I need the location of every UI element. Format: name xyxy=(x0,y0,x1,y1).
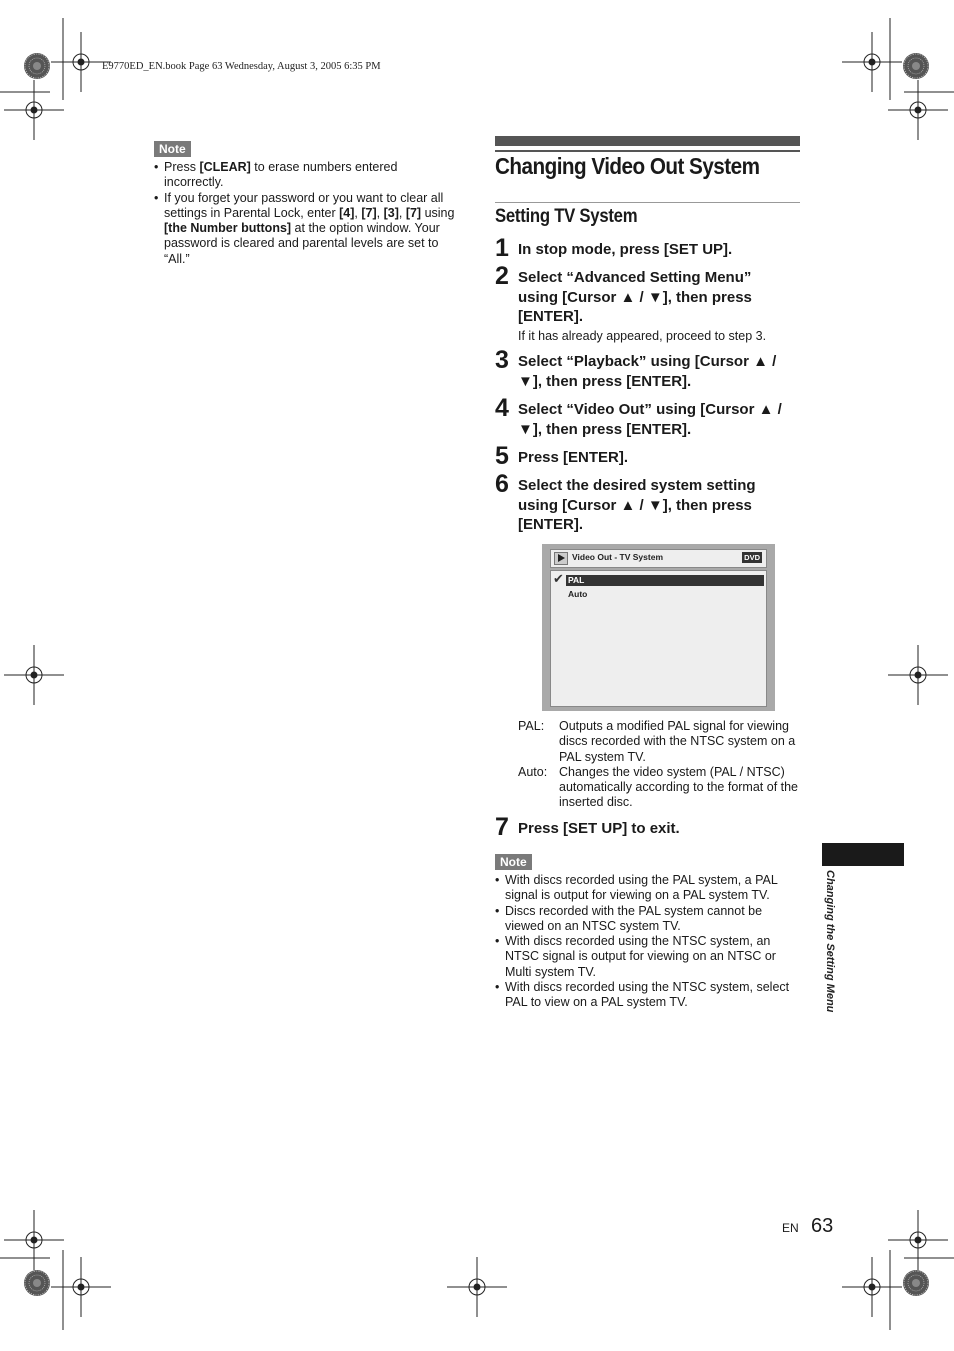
note-text-run: using xyxy=(421,205,455,220)
note-text-run: [CLEAR] xyxy=(199,160,251,174)
step-text: In stop mode, press [SET UP]. xyxy=(518,241,733,258)
step-number: 2 xyxy=(495,262,509,290)
definition-pal xyxy=(518,719,799,765)
step-number: 5 xyxy=(495,442,509,470)
osd-option-pal[interactable]: PAL xyxy=(568,575,585,585)
note-text-run: at the option window. Your password is cleared and parental levels are set to “All.” xyxy=(164,221,440,266)
note-text-run: [4] xyxy=(339,205,355,220)
section-title: Setting TV System xyxy=(495,206,638,227)
osd-option-auto[interactable]: Auto xyxy=(568,589,588,599)
osd-options xyxy=(550,570,767,707)
right-note xyxy=(495,853,532,871)
note-item: • Discs recorded with the PAL system cannot be viewed on an NTSC system TV. xyxy=(495,904,800,935)
note-text-run: If you forget your password or you want to clear all settings in Parental Lock, enter xyxy=(164,190,444,220)
page-title: Changing Video Out System xyxy=(495,153,760,179)
footer-language: EN xyxy=(782,1221,799,1235)
option-definitions xyxy=(518,719,799,811)
side-tab-text: Changing the Setting Menu xyxy=(824,870,836,1013)
note-text-run: Press xyxy=(164,160,200,174)
note-badge: Note xyxy=(154,141,191,157)
osd-header xyxy=(550,549,767,568)
note-text-run: to erase numbers entered incorrectly. xyxy=(164,160,398,190)
step-text: Select the desired system setting using [Cursor ▲ / ▼], then press [ENTER]. xyxy=(518,477,756,533)
step-number: 7 xyxy=(495,813,509,841)
page-number: 63 xyxy=(811,1215,834,1237)
note-item: • With discs recorded using the NTSC system, select PAL to view on a PAL system TV. xyxy=(495,980,800,1011)
step-text: Select “Advanced Setting Menu” using [Cursor ▲ / ▼], then press [ENTER]. xyxy=(518,269,752,325)
note-item xyxy=(154,191,459,267)
title-bar xyxy=(495,136,800,146)
step-text: Press [ENTER]. xyxy=(518,449,629,466)
note-text-run: , xyxy=(398,205,406,220)
left-note-list xyxy=(154,160,459,267)
osd-screen xyxy=(542,544,775,711)
left-note xyxy=(154,140,191,158)
note-item xyxy=(154,160,459,191)
step-number: 4 xyxy=(495,394,509,422)
note-text-run: [7] xyxy=(405,205,422,220)
right-note-list xyxy=(495,873,800,1011)
osd-option-selected[interactable] xyxy=(566,575,764,586)
osd-title: Video Out - TV System xyxy=(572,552,664,562)
note-item: • With discs recorded using the NTSC system, an NTSC signal is output for viewing on an NTSC or Multi system TV. xyxy=(495,934,800,980)
section-rule xyxy=(495,202,800,203)
note-text-run: [3] xyxy=(383,205,399,220)
print-header: E9770ED_EN.book Page 63 Wednesday, August 3, 2005 6:35 PM xyxy=(102,61,381,72)
step-note: If it has already appeared, proceed to step 3. xyxy=(518,329,767,343)
dvd-badge: DVD xyxy=(744,553,760,562)
definition-term: PAL: xyxy=(518,719,545,733)
definition-desc: Outputs a modified PAL signal for viewing discs recorded with the NTSC system on a PAL system TV. xyxy=(559,719,796,764)
step-number: 3 xyxy=(495,346,509,374)
step-text: Select “Playback” using [Cursor ▲ / ▼], then press [ENTER]. xyxy=(518,353,777,390)
step-number: 1 xyxy=(495,234,509,262)
note-badge: Note xyxy=(495,854,532,870)
title-rule xyxy=(495,150,800,152)
definition-auto xyxy=(518,765,799,811)
step-text: Select “Video Out” using [Cursor ▲ / ▼], then press [ENTER]. xyxy=(518,401,782,438)
play-icon xyxy=(554,552,568,565)
step-number: 6 xyxy=(495,470,509,498)
note-text-run: , xyxy=(376,205,384,220)
side-tab-label xyxy=(823,870,837,1040)
step-text: Press [SET UP] to exit. xyxy=(518,820,680,837)
side-tab-marker xyxy=(822,843,904,866)
definition-desc: Changes the video system (PAL / NTSC) automatically according to the format of the inserted disc. xyxy=(559,764,799,810)
definition-term: Auto: xyxy=(518,764,548,779)
note-text-run: , xyxy=(354,205,362,220)
note-text-run: [7] xyxy=(361,205,377,220)
note-text-run: [the Number buttons] xyxy=(164,221,292,236)
note-item: • With discs recorded using the PAL system, a PAL signal is output for viewing on a PAL system TV. xyxy=(495,873,800,904)
checkmark-icon: ✔ xyxy=(553,571,564,586)
